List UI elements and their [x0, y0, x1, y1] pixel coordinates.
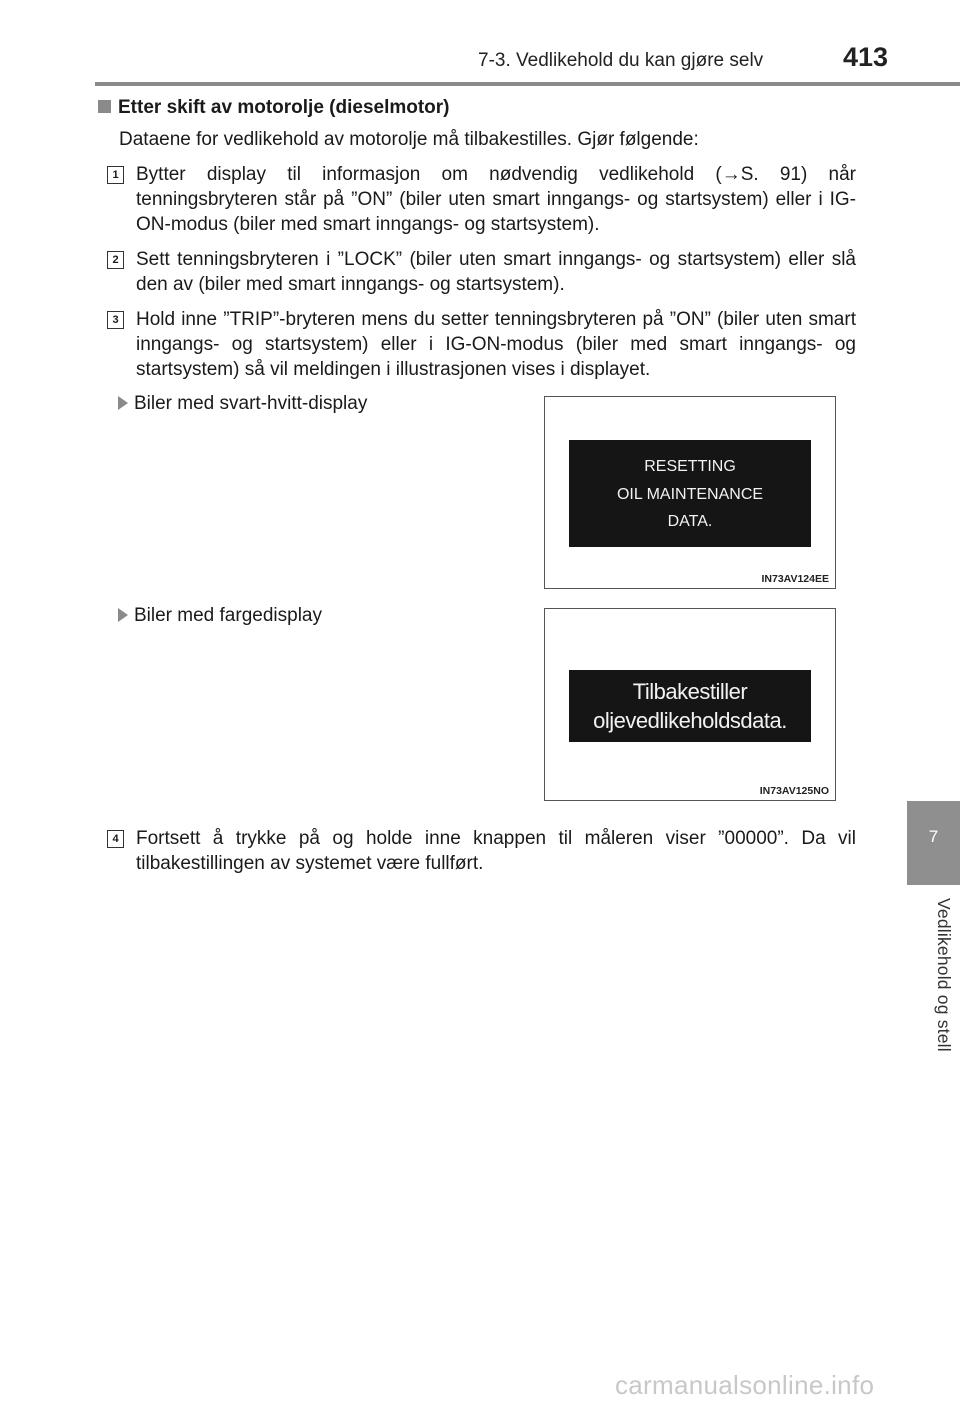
figure-code-color: IN73AV125NO [759, 785, 829, 797]
step-marker-1: 1 [107, 166, 124, 184]
triangle-bullet-icon [118, 396, 128, 410]
section-intro: Dataene for vedlikehold av motorolje må tilbakestilles. Gjør følgende: [119, 129, 699, 150]
figure-bw-display [544, 396, 836, 589]
header-title: 7-3. Vedlikehold du kan gjøre selv [478, 50, 764, 71]
bw-display-screen [569, 440, 811, 547]
bw-screen-line-1: RESETTING [644, 458, 736, 475]
step-marker-2: 2 [107, 251, 124, 269]
chapter-tab[interactable] [907, 801, 960, 885]
figure-code-bw: IN73AV124EE [761, 573, 829, 585]
bw-screen-line-2: OIL MAINTENANCE [616, 485, 764, 503]
step-text-1: Bytter display til informasjon om nødvendig vedlikehold (→S. 91) når tenningsbryteren står på ”ON” (biler uten smart inngangs- og startsystem) eller i IG-ON-modus (biler med smart inngangs- og startsystem). [136, 164, 856, 235]
section-heading [98, 97, 450, 119]
triangle-bullet-icon [118, 608, 128, 622]
step-text-2: Sett tenningsbryteren i ”LOCK” (biler uten smart inngangs- og startsystem) eller slå den av (biler med smart inngangs- og startsystem). [136, 249, 856, 295]
section-heading-text: Etter skift av motorolje (dieselmotor) [118, 97, 450, 118]
bw-screen-line-3: DATA. [667, 513, 713, 530]
variant-color-text: Biler med fargedisplay [134, 605, 322, 626]
variant-bw-text: Biler med svart-hvitt-display [134, 393, 368, 414]
step-marker-3: 3 [107, 311, 124, 329]
figure-color-display [544, 608, 836, 801]
watermark: carmanualsonline.info [615, 1370, 875, 1400]
chapter-number: 7 [928, 827, 939, 846]
step-text-3: Hold inne ”TRIP”-bryteren mens du setter tenningsbryteren på ”ON” (biler uten smart inngangs- og startsystem) eller i IG-ON-modus (biler med smart inngangs- og startsystem) så vil meldingen i illustrasjonen vises i displayet. [136, 309, 856, 380]
header-rule [95, 82, 960, 86]
color-screen-line-2: oljevedlikeholdsdata. [593, 708, 787, 733]
variant-bw-label [118, 391, 367, 416]
page-number: 413 [843, 42, 889, 72]
chapter-label: Vedlikehold og stell [934, 898, 954, 1052]
square-bullet-icon [98, 100, 111, 113]
step-text-4: Fortsett å trykke på og holde inne knappen til måleren viser ”00000”. Da vil tilbakestillingen av systemet være fullført. [136, 828, 856, 874]
variant-color-label [118, 603, 322, 628]
color-display-screen [569, 670, 811, 742]
step-marker-4: 4 [107, 830, 124, 848]
color-screen-line-1: Tilbakestiller [632, 679, 748, 704]
